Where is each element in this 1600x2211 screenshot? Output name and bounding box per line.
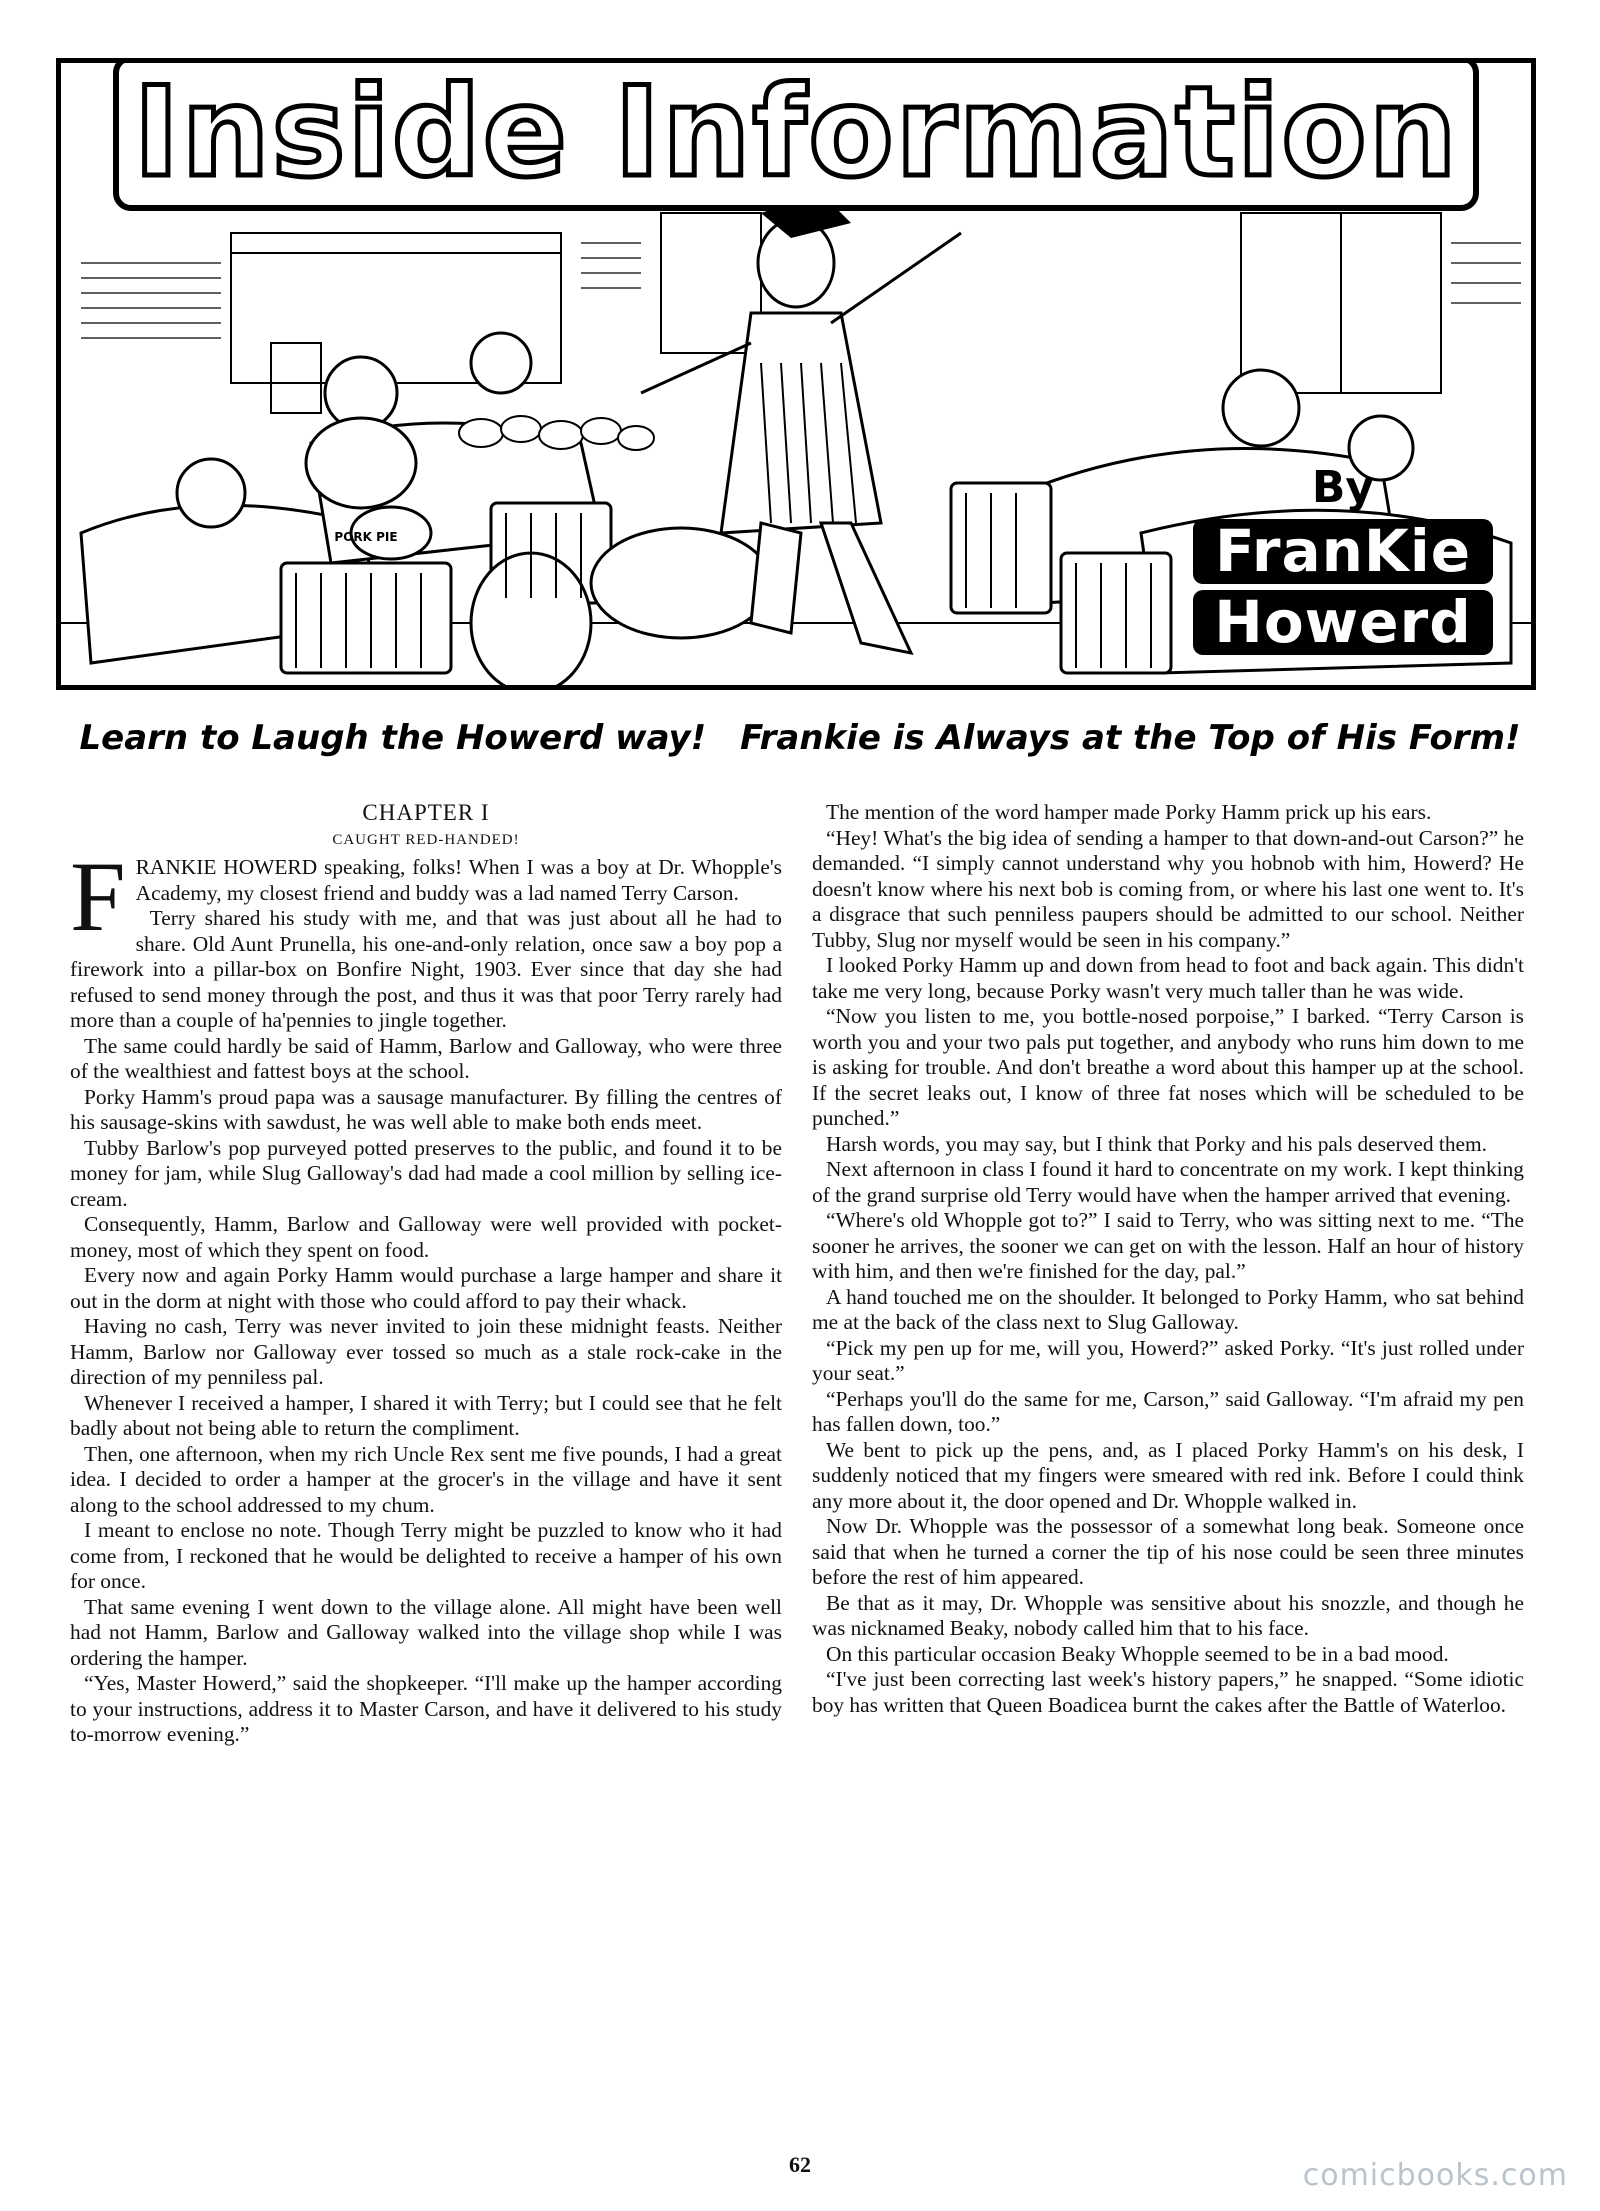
right-paragraph: “Now you listen to me, you bottle-nosed porpoise,” I barked. “Terry Carson is worth you and your two pals put together, and anybody who runs him down to me is asking for trouble. And don't breathe a word about this hamper up at the school. If the secret leaks out, I know of three fat noses which will be scheduled to be punched.” xyxy=(812,1004,1524,1130)
pork-pie-label: PORK PIE xyxy=(334,530,398,544)
left-paragraph: Consequently, Hamm, Barlow and Galloway were well provided with pocket-money, most of which they spent on food. xyxy=(70,1212,782,1262)
right-paragraph: Now Dr. Whopple was the possessor of a somewhat long beak. Someone once said that when he turned a corner the tip of his nose could be seen three minutes before the rest of him appeared. xyxy=(812,1514,1524,1589)
chapter-title: CHAPTER I xyxy=(362,800,490,825)
author-last-name: Howerd xyxy=(1193,590,1493,655)
left-paragraph: Porky Hamm's proud papa was a sausage manufacturer. By filling the centres of his sausage-skins with sawdust, he was well able to make both ends meet. xyxy=(70,1084,782,1134)
tagline-right: Frankie is Always at the Top of His Form! xyxy=(740,718,1521,758)
tagline xyxy=(0,718,1600,758)
drop-cap: F xyxy=(70,841,126,952)
left-paragraph: “Yes, Master Howerd,” said the shopkeeper. “I'll make up the hamper according to your instructions, address it to Master Carson, and have it delivered to his study to-morrow evening.” xyxy=(70,1671,782,1746)
right-paragraph: Next afternoon in class I found it hard to concentrate on my work. I kept thinking of the grand surprise old Terry would have when the hamper arrived that evening. xyxy=(812,1157,1524,1207)
right-paragraph: I looked Porky Hamm up and down from head to foot and back again. This didn't take me very long, because Porky wasn't very much taller than he was wide. xyxy=(812,953,1524,1003)
right-paragraph: Be that as it may, Dr. Whopple was sensitive about his snozzle, and though he was nicknamed Beaky, nobody called him that to his face. xyxy=(812,1590,1524,1640)
story-title xyxy=(61,61,1531,205)
right-paragraph: We bent to pick up the pens, and, as I placed Porky Hamm's on his desk, I suddenly noticed that my fingers were smeared with red ink. Before I could think any more about it, the door opened and Dr. Whopple walked in. xyxy=(812,1437,1524,1513)
left-column xyxy=(70,800,782,1748)
left-paragraph: Tubby Barlow's pop purveyed potted preserves to the public, and found it to be money for jam, while Slug Galloway's dad had made a cool million by selling ice-cream. xyxy=(70,1135,782,1211)
left-paragraph: Having no cash, Terry was never invited to join these midnight feasts. Neither Hamm, Barlow nor Galloway ever tossed so much as a stale rock-cake in the direction of my penniless pal. xyxy=(70,1314,782,1389)
byline-by: By xyxy=(1311,462,1375,514)
author-first-name: FranKie xyxy=(1193,519,1493,584)
opening-text: speaking, folks! When I was a boy at Dr. Whopple's Academy, my closest friend and buddy was a lad named Terry Carson. xyxy=(135,855,782,905)
page-number: 62 xyxy=(789,2152,811,2177)
left-paragraph: I meant to enclose no note. Though Terry might be puzzled to know who it had come from, I reckoned that he would be delighted to receive a hamper of his own for once. xyxy=(70,1518,782,1593)
right-paragraph: The mention of the word hamper made Porky Hamm prick up his ears. xyxy=(826,800,1432,824)
left-paragraph: That same evening I went down to the village alone. All might have been well had not Hamm, Barlow and Galloway walked into the village shop while I was ordering the hamper. xyxy=(70,1594,782,1670)
chapter-subtitle: CAUGHT RED-HANDED! xyxy=(332,831,520,848)
left-paragraph: Whenever I received a hamper, I shared it with Terry; but I could see that he felt badly about not being able to return the compliment. xyxy=(70,1390,782,1440)
left-paragraph: Every now and again Porky Hamm would purchase a large hamper and share it out in the dorm at night with those who could afford to pay their whack. xyxy=(70,1263,782,1313)
tagline-left: Learn to Laugh the Howerd way! xyxy=(79,718,707,758)
opening-caps: RANKIE HOWERD xyxy=(135,855,318,879)
right-paragraph: “Perhaps you'll do the same for me, Carson,” said Galloway. “I'm afraid my pen has fallen down, too.” xyxy=(812,1386,1524,1436)
right-paragraph: “Pick my pen up for me, will you, Howerd?” asked Porky. “It's just rolled under your seat.” xyxy=(812,1335,1524,1385)
right-column xyxy=(812,800,1524,1718)
title-banner xyxy=(56,58,1536,690)
left-paragraph: The same could hardly be said of Hamm, Barlow and Galloway, who were three of the wealthiest and fattest boys at the school. xyxy=(70,1033,782,1083)
right-paragraph: “Where's old Whopple got to?” I said to Terry, who was sitting next to me. “The sooner he arrives, the sooner we can get on with the lesson. Half an hour of history with him, and then we're finished for the day, pal.” xyxy=(812,1208,1524,1283)
right-paragraph: “I've just been correcting last week's history papers,” he snapped. “Some idiotic boy has written that Queen Boadicea burnt the cakes after the Battle of Waterloo. xyxy=(812,1667,1524,1717)
watermark: comicbooks.com xyxy=(1302,2158,1568,2193)
left-paragraph: Then, one afternoon, when my rich Uncle Rex sent me five pounds, I had a great idea. I decided to order a hamper at the grocer's in the village and have it sent along to the school addressed to my chum. xyxy=(70,1441,782,1517)
right-paragraph: “Hey! What's the big idea of sending a hamper to that down-and-out Carson?” he demanded. “I simply cannot understand why you hobnob with him, Howerd? He doesn't know where his next bob is coming from, or where his last one went to. It's a disgrace that such penniless paupers should be admitted to our school. Neither Tubby, Slug nor myself would be seen in his company.” xyxy=(812,825,1524,952)
byline xyxy=(1183,462,1503,661)
right-paragraph: A hand touched me on the shoulder. It belonged to Porky Hamm, who sat behind me at the back of the class next to Slug Galloway. xyxy=(812,1284,1524,1334)
right-paragraph: Harsh words, you may say, but I think that Porky and his pals deserved them. xyxy=(826,1131,1488,1156)
opening-paragraph xyxy=(70,841,782,952)
story-title-text: Inside Information xyxy=(113,58,1479,211)
left-paragraph: Terry shared his study with me, and that was just about all he had to share. Old Aunt Prunella, his one-and-only relation, once saw a boy pop a firework into a pillar-box on Bonfire Night, 1903. Ever since that day she had refused to send money through the post, and thus it was that poor Terry rarely had more than a couple of ha'pennies to jingle together. xyxy=(70,906,782,1032)
right-paragraph: On this particular occasion Beaky Whopple seemed to be in a bad mood. xyxy=(826,1641,1449,1666)
